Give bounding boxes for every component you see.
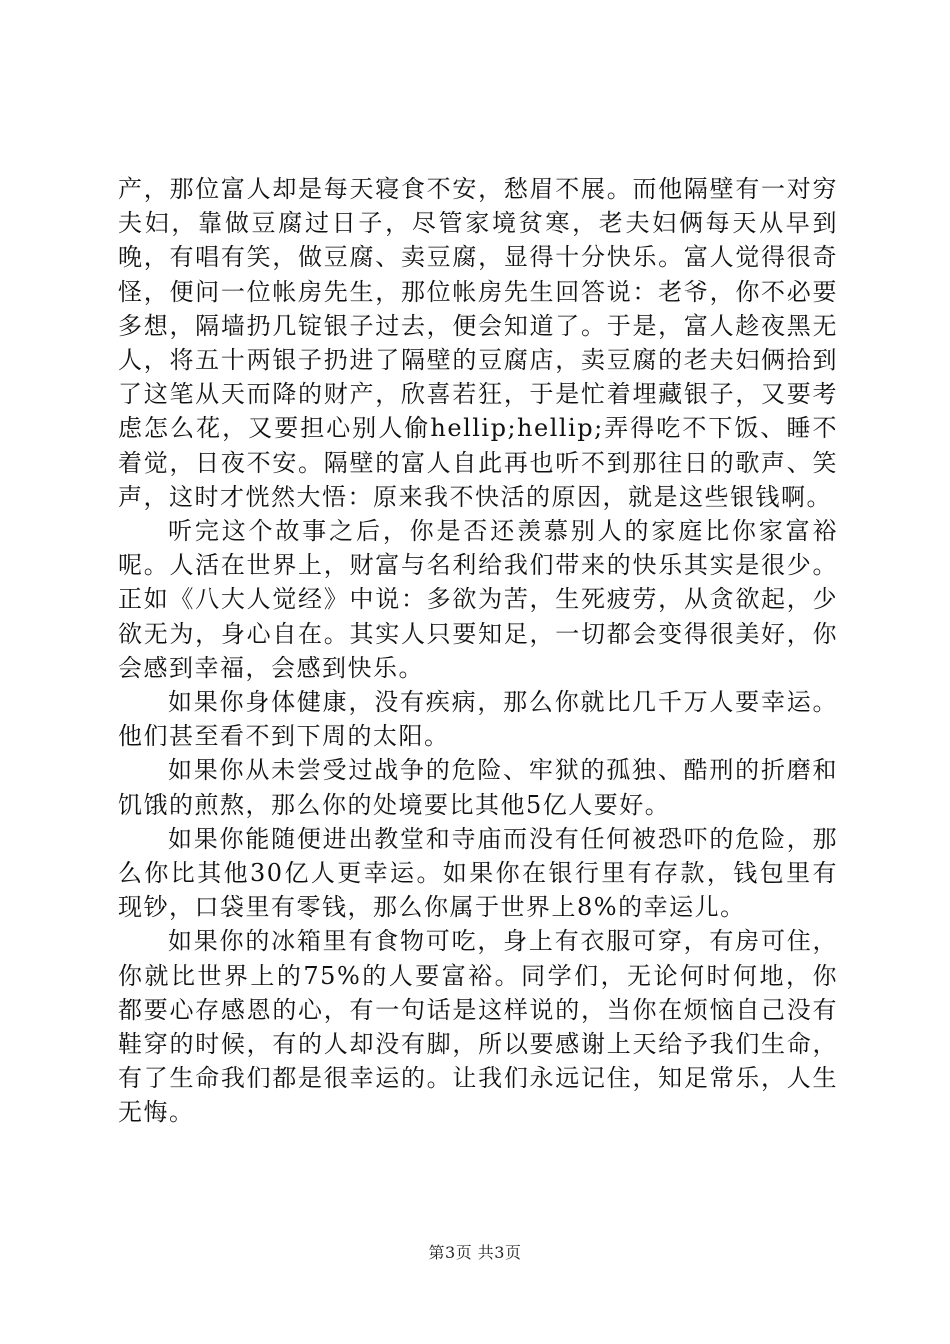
paragraph-3: 如果你身体健康，没有疾病，那么你就比几千万人要幸运。他们甚至看不到下周的太阳。 — [118, 688, 838, 751]
page-footer: 第3页 共3页 — [428, 1243, 522, 1262]
paragraph-4: 如果你从未尝受过战争的危险、牢狱的孤独、酷刑的折磨和饥饿的煎熬，那么你的处境要比其他5亿人要好。 — [118, 756, 838, 819]
paragraph-1: 产，那位富人却是每天寝食不安，愁眉不展。而他隔壁有一对穷夫妇，靠做豆腐过日子，尽管家境贫寒，老夫妇俩每天从早到晚，有唱有笑，做豆腐、卖豆腐，显得十分快乐。富人觉得很奇怪，便问一位帐房先生，那位帐房先生回答说：老爷，你不必要多想，隔墙扔几锭银子过去，便会知道了。于是，富人趁夜黑无人，将五十两银子扔进了隔壁的豆腐店，卖豆腐的老夫妇俩拾到了这笔从天而降的财产，欣喜若狂，于是忙着埋藏银子，又要考虑怎么花，又要担心别人偷hellip;hellip;弄得吃不下饭、睡不着觉，日夜不安。隔壁的富人自此再也听不到那往日的歌声、笑声，这时才恍然大悟：原来我不快活的原因，就是这些银钱啊。 — [118, 175, 838, 511]
body-text — [118, 172, 838, 1130]
paragraph-6: 如果你的冰箱里有食物可吃，身上有衣服可穿，有房可住，你就比世界上的75%的人要富裕。同学们，无论何时何地，你都要心存感恩的心，有一句话是这样说的，当你在烦恼自己没有鞋穿的时候，有的人却没有脚，所以要感谢上天给予我们生命，有了生命我们都是很幸运的。让我们永远记住，知足常乐，人生无悔。 — [118, 927, 838, 1127]
paragraph-5: 如果你能随便进出教堂和寺庙而没有任何被恐吓的危险，那么你比其他30亿人更幸运。如果你在银行里有存款，钱包里有现钞，口袋里有零钱，那么你属于世界上8%的幸运儿。 — [118, 824, 838, 922]
paragraph-2: 听完这个故事之后，你是否还羡慕别人的家庭比你家富裕呢。人活在世界上，财富与名利给我们带来的快乐其实是很少。正如《八大人觉经》中说：多欲为苦，生死疲劳，从贪欲起，少欲无为，身心自在。其实人只要知足，一切都会变得很美好，你会感到幸福，会感到快乐。 — [118, 517, 838, 682]
